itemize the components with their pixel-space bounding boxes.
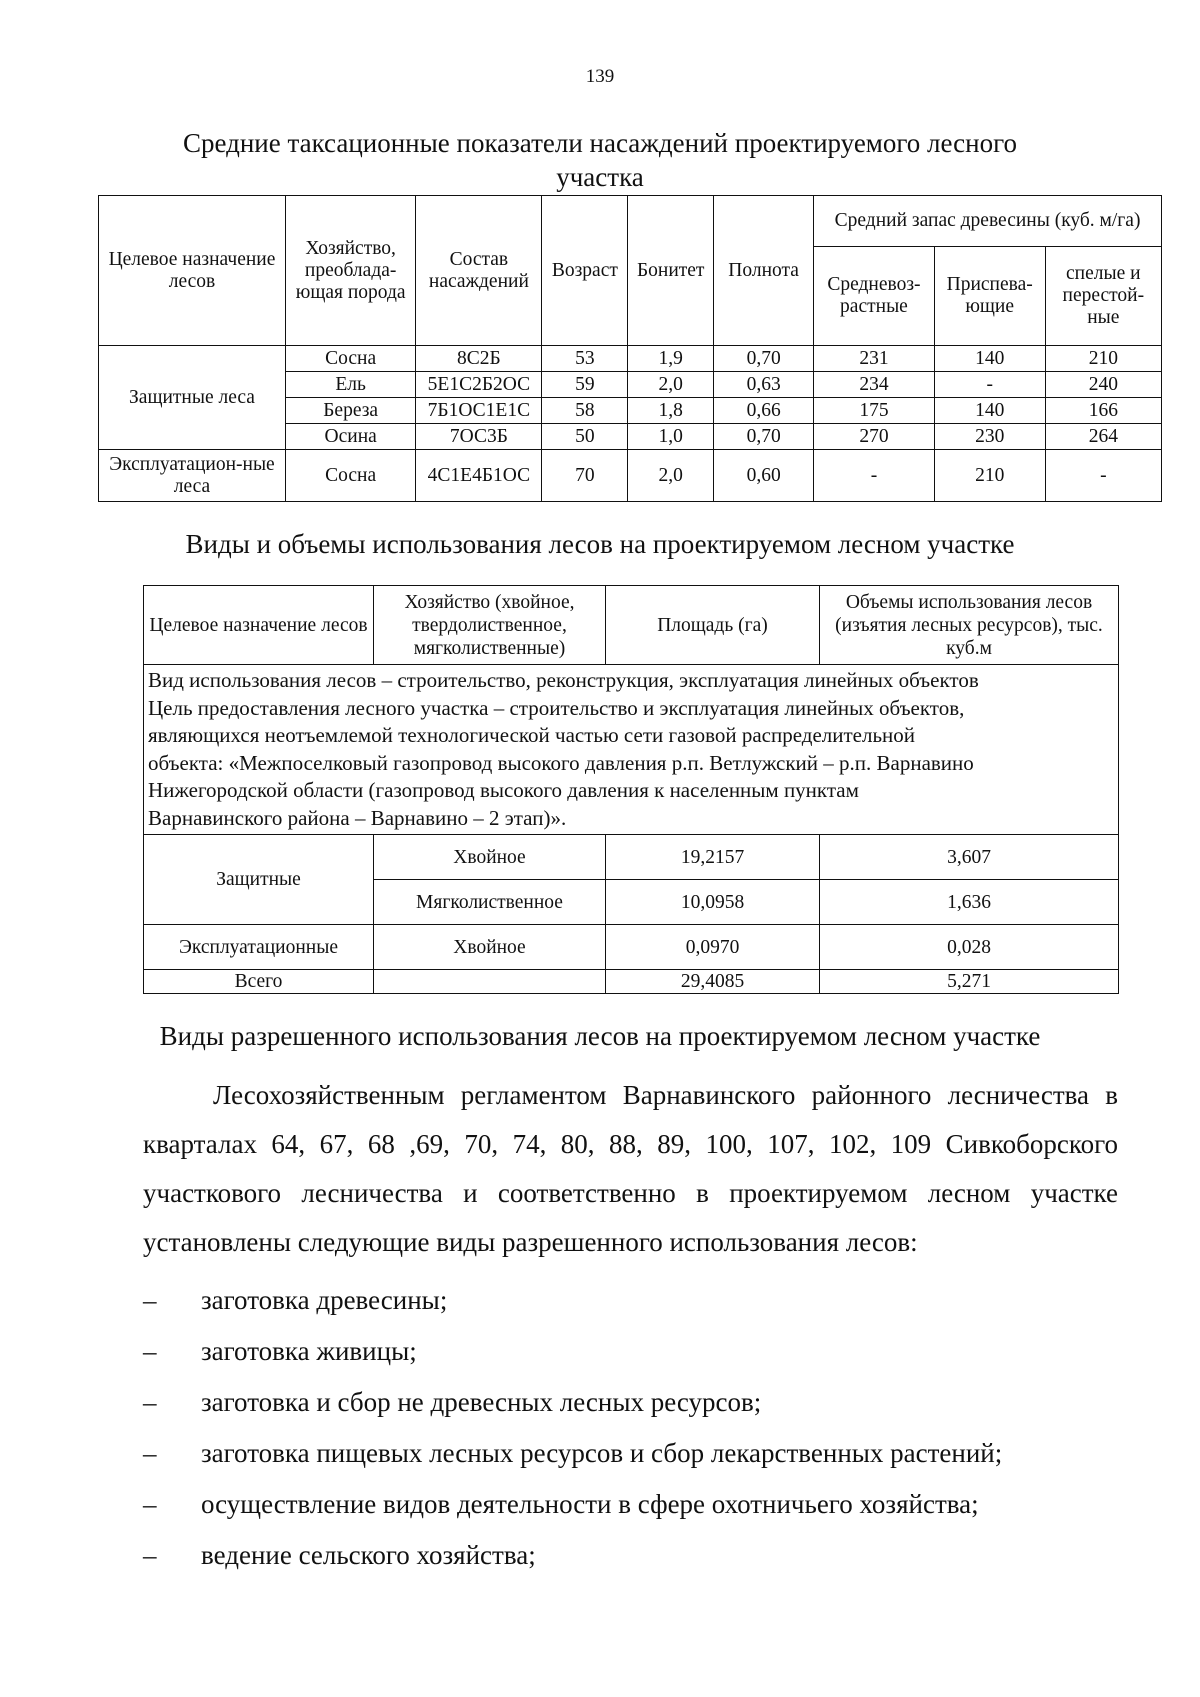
cell-species: Сосна <box>285 346 415 372</box>
cell-density: 0,70 <box>714 424 814 450</box>
cell-ripe: - <box>1045 450 1161 502</box>
table-row <box>144 925 1119 970</box>
paragraph-line: участкового лесничества и соответственно в проектируемом лесном участке <box>143 1178 1118 1208</box>
cell-ripe: 240 <box>1045 372 1161 398</box>
cell-volume: 0,028 <box>820 925 1119 970</box>
header-purpose: Целевое назначение лесов <box>144 586 374 665</box>
list-item <box>143 1326 1118 1377</box>
cell-volume: 1,636 <box>820 880 1119 925</box>
cell-pre: - <box>934 372 1045 398</box>
cell-volume: 3,607 <box>820 835 1119 880</box>
header-stock-pre: Приспева-ющие <box>934 247 1045 346</box>
group-exploitation: Эксплуатацион-ные леса <box>99 450 286 502</box>
cell-pre: 140 <box>934 398 1045 424</box>
table1-title-line1: Средние таксационные показатели насаждений проектируемого лесного <box>182 128 1018 158</box>
cell-composition: 4С1Е4Б1ОС <box>416 450 542 502</box>
cell-density: 0,70 <box>714 346 814 372</box>
cell-bonitet: 1,8 <box>628 398 714 424</box>
list-dash: – <box>143 1540 157 1570</box>
cell-bonitet: 1,0 <box>628 424 714 450</box>
list-item <box>143 1479 1118 1530</box>
description-line: Вид использования лесов – строительство, реконструкция, эксплуатация линейных объектов <box>148 668 979 692</box>
cell-pre: 140 <box>934 346 1045 372</box>
allowed-uses-list <box>143 1275 1118 1581</box>
list-item <box>143 1428 1118 1479</box>
cell-mid: 234 <box>814 372 935 398</box>
cell-purpose: Эксплуатационные <box>144 925 374 970</box>
table1-title <box>100 126 1100 194</box>
cell-economy: Мягколиственное <box>374 880 606 925</box>
description-line: Варнавинского района – Варнавино – 2 этап)». <box>148 805 567 830</box>
cell-bonitet: 2,0 <box>628 450 714 502</box>
list-item-text: заготовка и сбор не древесных лесных ресурсов; <box>201 1387 762 1417</box>
paragraph-line: кварталах 64, 67, 68 ,69, 70, 74, 80, 88, 89, 100, 107, 102, 109 Сивкоборского <box>143 1129 1118 1159</box>
list-dash: – <box>143 1336 157 1366</box>
cell-mid: 231 <box>814 346 935 372</box>
group-protective: Защитные <box>144 835 374 925</box>
list-item-text: осуществление видов деятельности в сфере охотничьего хозяйства; <box>201 1489 979 1519</box>
table2-title: Виды и объемы использования лесов на проектируемом лесном участке <box>185 529 1015 559</box>
table-row <box>144 835 1119 880</box>
header-density: Полнота <box>714 196 814 346</box>
header-stock: Средний запас древесины (куб. м/га) <box>814 196 1162 247</box>
header-volume: Объемы использования лесов (изъятия лесных ресурсов), тыс. куб.м <box>820 586 1119 665</box>
cell-composition: 5Е1С2Б2ОС <box>416 372 542 398</box>
cell-age: 50 <box>542 424 628 450</box>
cell-bonitet: 1,9 <box>628 346 714 372</box>
cell-purpose: Всего <box>144 970 374 994</box>
forest-use-table <box>143 585 1119 994</box>
header-stock-ripe: спелые и перестой-ные <box>1045 247 1161 346</box>
page-number: 139 <box>585 66 615 87</box>
table-row <box>99 346 1162 372</box>
cell-species: Береза <box>285 398 415 424</box>
description-line: являющихся неотъемлемой технологической частью сети газовой распределительной <box>148 723 916 747</box>
description-line: объекта: «Межпоселковый газопровод высокого давления р.п. Ветлужский – р.п. Варнавино <box>148 750 974 775</box>
header-stock-mid: Средневоз-растные <box>814 247 935 346</box>
cell-age: 59 <box>542 372 628 398</box>
paragraph-line: Лесохозяйственным регламентом Варнавинского районного лесничества в <box>213 1080 1118 1110</box>
cell-composition: 7ОС3Б <box>416 424 542 450</box>
list-item <box>143 1530 1118 1581</box>
list-item-text: ведение сельского хозяйства; <box>201 1540 536 1570</box>
header-composition: Состав насаждений <box>416 196 542 346</box>
cell-density: 0,63 <box>714 372 814 398</box>
cell-pre: 210 <box>934 450 1045 502</box>
use-description <box>144 665 1119 835</box>
header-area: Площадь (га) <box>606 586 820 665</box>
list-dash: – <box>143 1285 157 1315</box>
cell-mid: 270 <box>814 424 935 450</box>
cell-bonitet: 2,0 <box>628 372 714 398</box>
section3-title: Виды разрешенного использования лесов на проектируемом лесном участке <box>159 1021 1041 1051</box>
list-item <box>143 1275 1118 1326</box>
list-item <box>143 1377 1118 1428</box>
cell-age: 53 <box>542 346 628 372</box>
cell-area: 19,2157 <box>606 835 820 880</box>
list-item-text: заготовка древесины; <box>201 1285 448 1315</box>
group-protective: Защитные леса <box>99 346 286 450</box>
cell-ripe: 210 <box>1045 346 1161 372</box>
cell-species: Ель <box>285 372 415 398</box>
header-purpose: Целевое назначение лесов <box>99 196 286 346</box>
cell-mid: 175 <box>814 398 935 424</box>
cell-species: Сосна <box>285 450 415 502</box>
cell-pre: 230 <box>934 424 1045 450</box>
cell-density: 0,66 <box>714 398 814 424</box>
list-dash: – <box>143 1489 157 1519</box>
paragraph-line: установлены следующие виды разрешенного использования лесов: <box>143 1227 918 1257</box>
header-economy: Хозяйство (хвойное, твердолиственное, мягколиственные) <box>374 586 606 665</box>
header-age: Возраст <box>542 196 628 346</box>
description-line: Нижегородской области (газопровод высокого давления к населенным пунктам <box>148 778 859 802</box>
list-item-text: заготовка пищевых лесных ресурсов и сбор лекарственных растений; <box>201 1438 1003 1468</box>
total-row <box>144 970 1119 994</box>
cell-composition: 8С2Б <box>416 346 542 372</box>
cell-area: 0,0970 <box>606 925 820 970</box>
cell-age: 58 <box>542 398 628 424</box>
header-economy: Хозяйство, преоблада-ющая порода <box>285 196 415 346</box>
table-row <box>99 450 1162 502</box>
cell-area: 10,0958 <box>606 880 820 925</box>
cell-mid: - <box>814 450 935 502</box>
cell-volume: 5,271 <box>820 970 1119 994</box>
cell-economy: Хвойное <box>374 925 606 970</box>
list-dash: – <box>143 1438 157 1468</box>
cell-ripe: 166 <box>1045 398 1161 424</box>
cell-density: 0,60 <box>714 450 814 502</box>
header-bonitet: Бонитет <box>628 196 714 346</box>
list-item-text: заготовка живицы; <box>201 1336 417 1366</box>
list-dash: – <box>143 1387 157 1417</box>
taxation-table <box>98 195 1162 502</box>
table1-title-line2: участка <box>556 162 644 192</box>
cell-area: 29,4085 <box>606 970 820 994</box>
description-line: Цель предоставления лесного участка – строительство и эксплуатация линейных объектов, <box>148 695 965 720</box>
cell-age: 70 <box>542 450 628 502</box>
section3-paragraph <box>143 1071 1118 1267</box>
cell-species: Осина <box>285 424 415 450</box>
cell-composition: 7Б1ОС1Е1С <box>416 398 542 424</box>
cell-ripe: 264 <box>1045 424 1161 450</box>
cell-economy: Хвойное <box>374 835 606 880</box>
cell-economy <box>374 970 606 994</box>
